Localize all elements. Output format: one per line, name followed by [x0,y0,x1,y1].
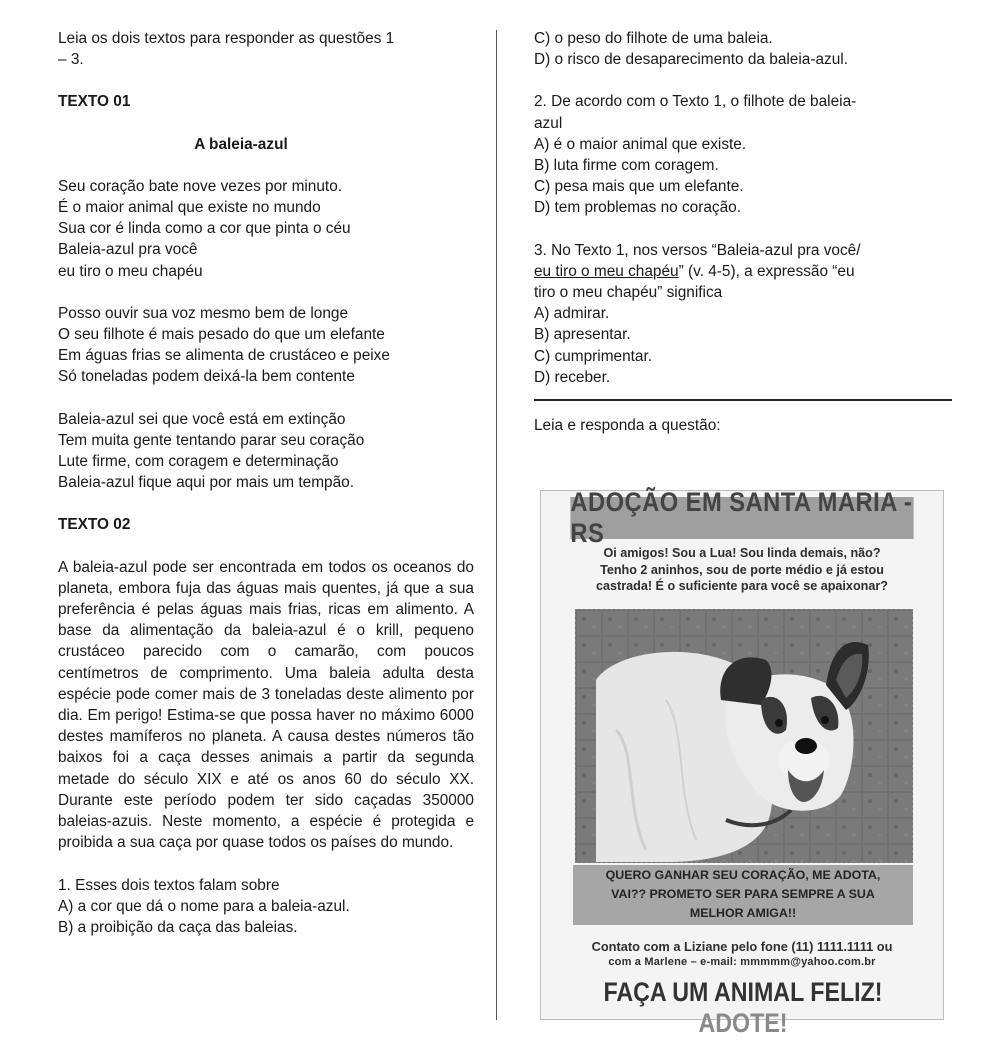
question-1-stem: 1. Esses dois textos falam sobre [58,876,280,894]
question-2-option-d: D) tem problemas no coração. [534,199,742,217]
question-4-instruction: Leia e responda a questão: [534,417,721,435]
poem-verse: Só toneladas podem deixá-la bem contente [58,368,355,386]
question-2-option-c: C) pesa mais que um elefante. [534,178,744,196]
poem-verse: Lute firme, com coragem e determinação [58,453,339,471]
question-1-option-b: B) a proibição da caça das baleias. [58,918,298,936]
section-divider [534,399,952,401]
dog-photo [575,609,913,863]
question-3-stem: eu tiro o meu chapéu” (v. 4-5), a expressão “eu [534,262,855,280]
question-2-option-b: B) luta firme com coragem. [534,157,719,175]
flyer-plea: QUERO GANHAR SEU CORAÇÃO, ME ADOTA, VAI?? PROMETO SER PARA SEMPRE A SUA MELHOR AMIGA!! [573,865,913,925]
intro-line: Leia os dois textos para responder as questões 1 [58,30,395,47]
poem-verse: eu tiro o meu chapéu [58,262,203,280]
texto1-label: TEXTO 01 [58,93,131,111]
intro-line: – 3. [58,51,84,69]
question-1-option-a: A) a cor que dá o nome para a baleia-azul. [58,897,350,915]
question-3-stem: 3. No Texto 1, nos versos “Baleia-azul pra você/ [534,241,861,259]
question-2-option-a: A) é o maior animal que existe. [534,135,747,153]
poem-title: A baleia-azul [194,135,288,153]
question-3-stem: tiro o meu chapéu” significa [534,284,723,302]
question-3-option-a: A) admirar. [534,305,610,323]
question-3-option-d: D) receber. [534,368,611,386]
poem-verse: Em águas frias se alimenta de crustáceo e peixe [58,347,390,365]
poem-verse: Baleia-azul fique aqui por mais um tempão. [58,474,354,492]
flyer-slogan: FAÇA UM ANIMAL FELIZ! ADOTE! [603,977,883,1038]
left-column [58,28,474,938]
texto2-body: A baleia-azul pode ser encontrada em todos os oceanos do planeta, embora fuja das águas mais quentes, já que a sua preferência é pelas águas mais frias, ricas em alimento. A base da alimentação da baleia-azul é o krill, pequeno crustáceo parecido com o camarão, com poucos centímetros de comprimento. Uma baleia adulta desta espécie pode comer mais de 3 toneladas deste alimento por dia. Em perigo! Estima-se que possa haver no máximo 6000 destes mamíferos no planeta. A causa destes números tão baixos foi a caça desses animais a partir da segunda metade do século XIX e até os anos 60 do século XX. Durante este período podem ter sido caçadas 350000 baleias-azuis. Neste momento, a espécie é protegida e proibida a sua caça por quase todos os países do mundo. [58,558,474,852]
flyer-intro: Oi amigos! Sou a Lua! Sou linda demais, não? Tenho 2 aninhos, sou de porte médio e já estou castrada! É o suficiente para você se apaixonar? [596,546,888,593]
poem-verse: É o maior animal que existe no mundo [58,199,321,217]
poem [58,176,474,494]
question-3-option-c: C) cumprimentar. [534,347,653,365]
question-1-option-c: C) o peso do filhote de uma baleia. [534,30,773,47]
question-2-stem: azul [534,114,563,132]
underlined-verse: eu tiro o meu chapéu [534,262,679,280]
poem-verse: Seu coração bate nove vezes por minuto. [58,177,343,195]
question-1-option-d: D) o risco de desaparecimento da baleia-azul. [534,51,848,69]
poem-verse: Tem muita gente tentando parar seu coração [58,431,365,449]
flyer-headline: ADOÇÃO EM SANTA MARIA - RS [570,487,913,548]
poem-verse: O seu filhote é mais pesado do que um elefante [58,326,385,344]
dog-illustration [576,610,912,862]
poem-verse: Posso ouvir sua voz mesmo bem de longe [58,304,349,322]
question-3-option-b: B) apresentar. [534,326,631,344]
flyer-contact-email: com a Marlene – e-mail: mmmmm@yahoo.com.br [608,956,876,968]
texto2-label: TEXTO 02 [58,516,131,534]
poem-verse: Sua cor é linda como a cor que pinta o céu [58,220,351,238]
question-2-stem: 2. De acordo com o Texto 1, o filhote de baleia- [534,93,857,111]
poem-verse: Baleia-azul pra você [58,241,198,259]
poem-verse: Baleia-azul sei que você está em extinção [58,410,346,428]
adoption-flyer [540,487,944,1038]
column-divider [496,30,497,1020]
flyer-contact-phone: Contato com a Liziane pelo fone (11) 1111.1111 ou [591,939,893,954]
right-column [534,28,954,436]
